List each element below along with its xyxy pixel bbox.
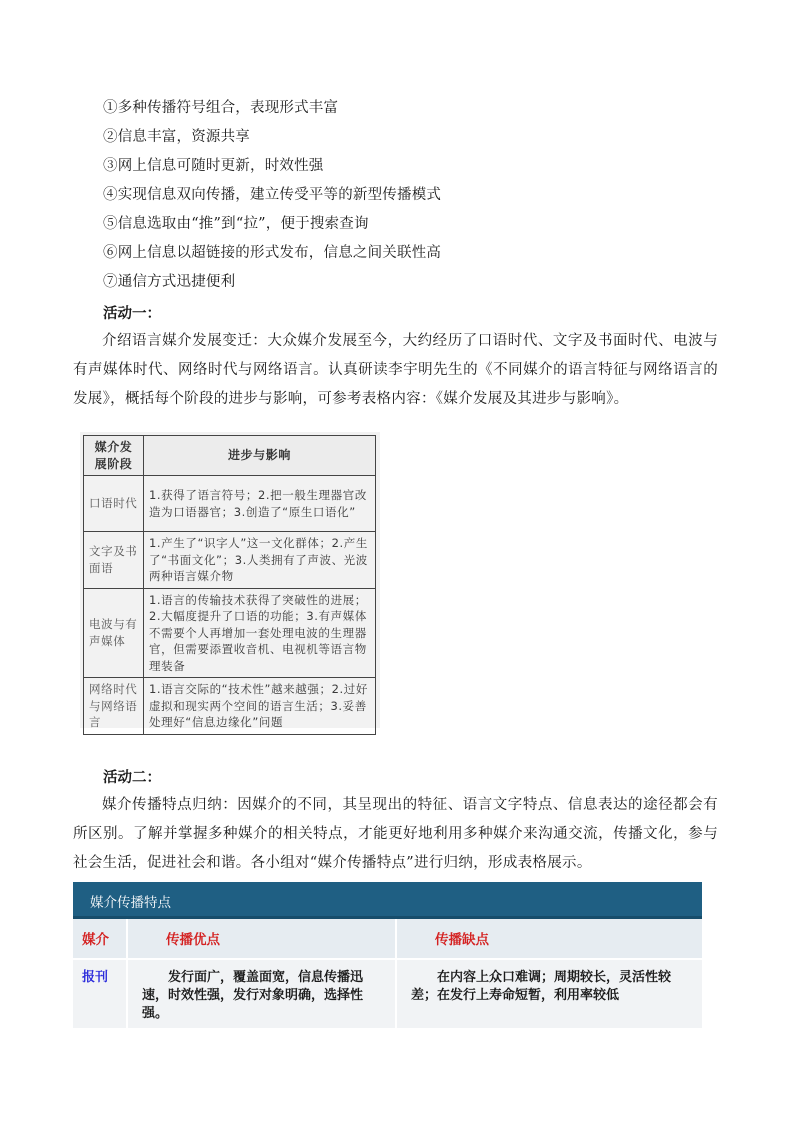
feature-item-3: ③网上信息可随时更新，时效性强 <box>103 158 324 174</box>
activity2-paragraph: 媒介传播特点归纳：因媒介的不同，其呈现出的特征、语言文字特点、信息表达的途径都会有所区别。了解并掌握多种媒介的相关特点，才能更好地利用多种媒介来沟通交流，传播文化，参与社会生活，促进社会和谐。各小组对“媒介传播特点”进行归纳，形成表格展示。 <box>73 797 718 871</box>
media-spread-table-title: 媒介传播特点 <box>73 882 702 919</box>
feature-item-5: ⑤信息选取由“推”到“拉”，便于搜索查询 <box>103 216 369 232</box>
media-spread-table-header <box>73 919 702 960</box>
media-pros: 发行面广，覆盖面宽，信息传播迅速，时效性强，发行对象明确，选择性强。 <box>126 960 395 1028</box>
stage-cell: 网络时代与网络语言 <box>84 678 144 735</box>
header-stage: 媒介发展阶段 <box>84 436 144 476</box>
stage-cell: 文字及书面语 <box>84 532 144 589</box>
activity2-heading: 活动二： <box>103 770 161 786</box>
media-development-table <box>83 435 376 735</box>
effect-cell: 1.语言交际的“技术性”越来越强；2.过好虚拟和现实两个空间的语言生活；3.妥善处理好“信息边缘化”问题 <box>144 678 376 735</box>
col-pros: 传播优点 <box>126 919 395 958</box>
col-cons: 传播缺点 <box>395 919 702 958</box>
activity1-heading: 活动一： <box>103 306 161 322</box>
media-spread-table <box>73 882 702 1028</box>
col-media: 媒介 <box>82 932 109 948</box>
media-cons: 在内容上众口难调；周期较长，灵活性较差；在发行上寿命短暂，利用率较低 <box>395 960 702 1028</box>
header-effect: 进步与影响 <box>144 436 376 476</box>
feature-item-7: ⑦通信方式迅捷便利 <box>103 274 236 290</box>
feature-item-1: ①多种传播符号组合，表现形式丰富 <box>103 100 339 116</box>
media-development-table-image <box>80 432 380 728</box>
activity1-paragraph: 介绍语言媒介发展变迁：大众媒介发展至今，大约经历了口语时代、文字及书面时代、电波与有声媒体时代、网络时代与网络语言。认真研读李宇明先生的《不同媒介的语言特征与网络语言的发展》，概括每个阶段的进步与影响，可参考表格内容：《媒介发展及其进步与影响》。 <box>73 333 718 407</box>
effect-cell: 1.语言的传输技术获得了突破性的进展；2.大幅度提升了口语的功能；3.有声媒体不需要个人再增加一套处理电波的生理器官，但需要添置收音机、电视机等语言物理装备 <box>144 588 376 678</box>
table-row <box>73 960 702 1028</box>
effect-cell: 1.产生了“识字人”这一文化群体；2.产生了“书面文化”；3.人类拥有了声波、光波两种语言媒介物 <box>144 532 376 589</box>
feature-item-4: ④实现信息双向传播，建立传受平等的新型传播模式 <box>103 187 442 203</box>
stage-cell: 口语时代 <box>84 476 144 532</box>
stage-cell: 电波与有声媒体 <box>84 588 144 678</box>
feature-item-2: ②信息丰富，资源共享 <box>103 129 250 145</box>
media-name: 报刊 <box>82 970 109 985</box>
feature-item-6: ⑥网上信息以超链接的形式发布，信息之间关联性高 <box>103 245 442 261</box>
effect-cell: 1.获得了语言符号；2.把一般生理器官改造为口语器官；3.创造了“原生口语化” <box>144 476 376 532</box>
